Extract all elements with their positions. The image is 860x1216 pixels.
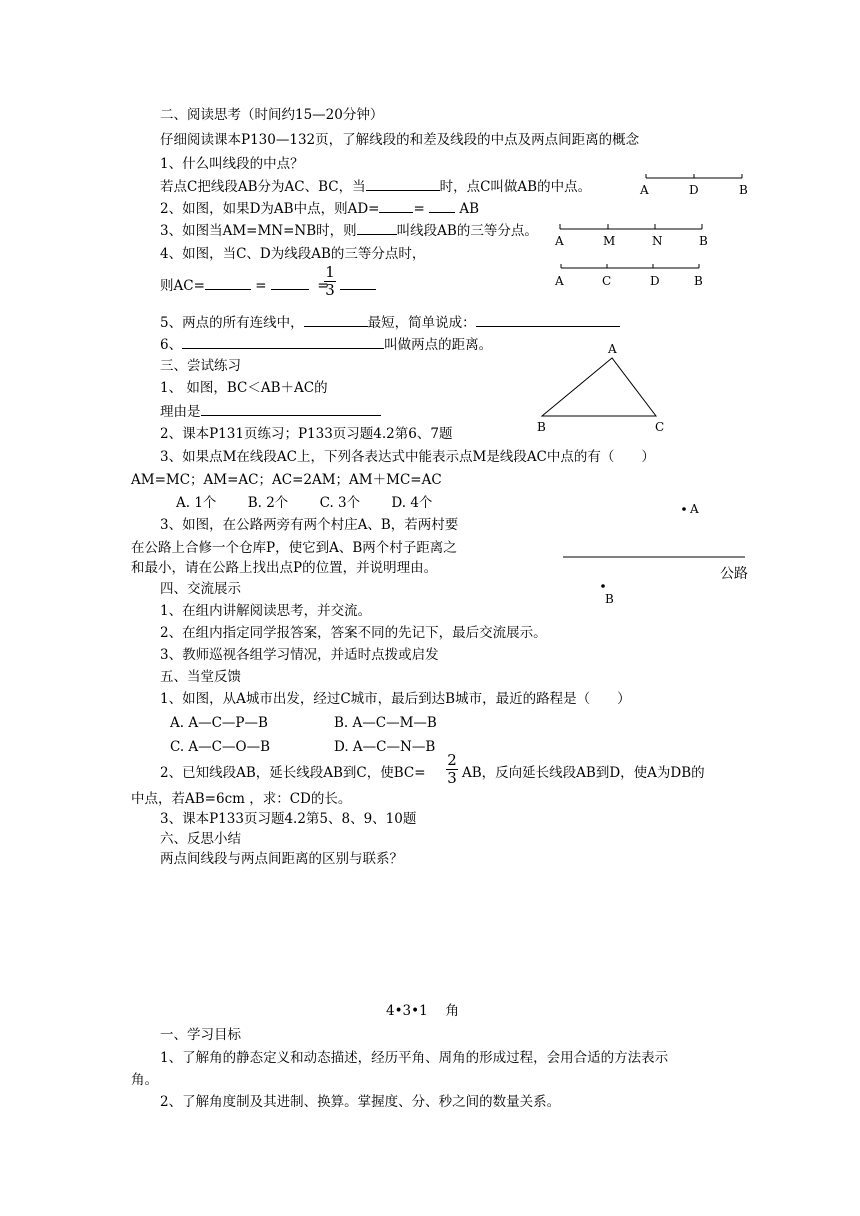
segment-figure-amnb (554, 224, 708, 248)
exercise-2: 2、课本P131页练习；P133页习题4.2第6、7题 (160, 426, 453, 442)
point-label-b: B (694, 274, 703, 288)
exercise-3-options: A. 1个 B. 2个 C. 3个 D. 4个 (176, 495, 433, 511)
feedback-2-line2: 中点，若AB=6cm ，求：CD的长。 (131, 791, 352, 807)
vertex-label-a: A (608, 342, 617, 356)
feedback-1: 1、如图，从A城市出发，经过C城市，最后到达B城市，最近的路程是（ ） (160, 691, 631, 707)
feedback-2-part2: AB，反向延长线段AB到D，使A为DB的 (462, 765, 705, 781)
question-1: 1、什么叫线段的中点？ (160, 156, 304, 172)
road-figure (563, 502, 748, 606)
question-1-fill: 若点C把线段AB分为AC、BC，当 时，点C叫做AB的中点。 (160, 179, 592, 195)
exercise-1: 1、 如图，BC＜AB＋AC的 (160, 380, 328, 396)
section-4-title: 四、交流展示 (160, 581, 241, 597)
village-b-point (601, 584, 605, 588)
exchange-3: 3、教师巡视各组学习情况，并适时点拨或启发 (160, 647, 439, 663)
feedback-1-option-c: C. A—C—O—B (170, 739, 270, 755)
section-5-title: 五、当堂反馈 (160, 669, 241, 685)
segment-figure-acdb (554, 264, 703, 288)
point-label-c: C (602, 274, 612, 288)
goal-2: 2、了解角度制及其进制、换算。掌握度、分、秒之间的数量关系。 (160, 1094, 561, 1110)
exchange-2: 2、在组内指定同学报答案，答案不同的先记下，最后交流展示。 (160, 625, 547, 641)
exchange-1: 1、在组内讲解阅读思考，并交流。 (160, 603, 372, 619)
road-label: 公路 (720, 566, 748, 582)
point-label-n: N (652, 234, 663, 248)
goal-1-cont: 角。 (131, 1072, 158, 1088)
feedback-1-option-a: A. A—C—P—B (170, 715, 268, 731)
question-3: 3、如图当AM=MN=NB时，则 叫线段AB的三等分点。 (160, 223, 538, 239)
section-2-title: 二、阅读思考（时间约15—20分钟） (160, 107, 384, 123)
exercise-4-line3: 和最小，请在公路上找出点P的位置，并说明理由。 (131, 560, 438, 576)
village-label-a: A (690, 502, 699, 516)
question-4-fill: 则AC= = = (160, 278, 329, 294)
feedback-3: 3、课本P133页习题4.2第5、8、9、10题 (160, 811, 417, 827)
point-label-a: A (555, 234, 564, 248)
vertex-label-c: C (655, 420, 665, 434)
reading-instruction: 仔细阅读课本P130—132页，了解线段的和差及线段的中点及两点间距离的概念 (160, 132, 640, 148)
section-6-title: 六、反思小结 (160, 831, 241, 847)
triangle-figure-abc (537, 342, 664, 434)
village-label-b: B (605, 592, 614, 606)
section-3-title: 三、尝试练习 (160, 358, 241, 374)
fraction-one-third: 1 3 (325, 263, 335, 299)
point-label-d: D (650, 274, 660, 288)
exercise-3: 3、如果点M在线段AC上，下列各表达式中能表示点M是线段AC中点的有（ ） (160, 449, 655, 465)
question-6: 6、 叫做两点的距离。 (160, 337, 493, 353)
point-label-a: A (640, 183, 649, 197)
fraction-two-thirds: 2 3 (447, 751, 457, 787)
feedback-1-option-d: D. A—C—N—B (334, 739, 436, 755)
reflection-question: 两点间线段与两点间距离的区别与联系？ (160, 851, 403, 867)
goal-1: 1、了解角的静态定义和动态描述，经历平角、周角的形成过程，会用合适的方法表示 (160, 1050, 669, 1066)
point-label-m: M (603, 234, 616, 248)
point-label-a: A (555, 274, 564, 288)
feedback-2-part1: 2、已知线段AB，延长线段AB到C，使BC= (160, 765, 426, 781)
exercise-1-reason: 理由是 (160, 402, 381, 421)
vertex-label-b: B (537, 420, 546, 434)
exercise-4-line2: 在公路上合修一个仓库P，使它到A、B两个村子距离之 (131, 540, 457, 556)
point-label-b: B (699, 234, 708, 248)
next-lesson-title: 4•3•1 角 (386, 1003, 459, 1019)
exercise-4-line1: 3、如图，在公路两旁有两个村庄A、B，若两村要 (160, 517, 459, 533)
segment-figure-adb (639, 174, 748, 197)
question-2: 2、如图，如果D为AB中点，则AD= = AB (160, 201, 480, 217)
question-4: 4、如图，当C、D为线段AB的三等分点时， (160, 246, 426, 262)
feedback-1-option-b: B. A—C—M—B (334, 715, 437, 731)
village-a-point (682, 507, 686, 511)
point-label-b: B (739, 183, 748, 197)
exercise-3-expressions: AM=MC；AM=AC；AC=2AM；AM＋MC=AC (131, 472, 442, 488)
learning-goals-title: 一、学习目标 (160, 1027, 241, 1043)
point-label-d: D (689, 183, 699, 197)
question-5: 5、两点的所有连线中， 最短，简单说成： (160, 313, 620, 332)
